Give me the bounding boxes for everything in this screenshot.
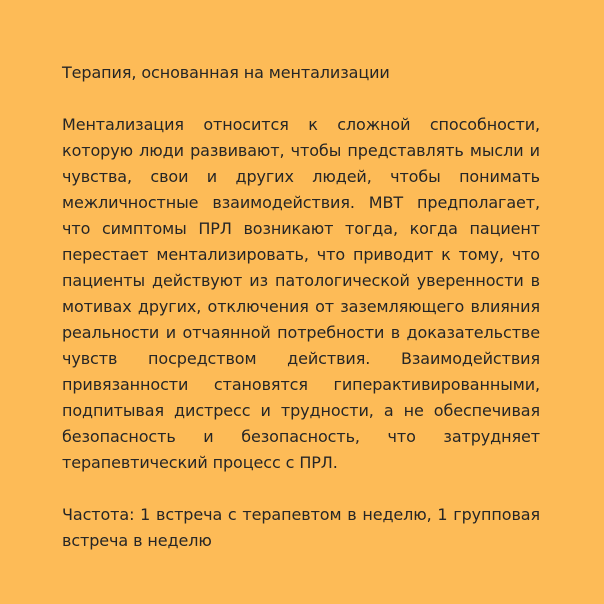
- frequency-paragraph: Частота: 1 встреча с терапевтом в неделю, 1 групповая встреча в неделю: [62, 505, 540, 550]
- slide-title: Терапия, основанная на ментализации: [62, 63, 390, 82]
- body-paragraph: Ментализация относится к сложной способности, которую люди развивают, чтобы представлять мысли и чувства, свои и других людей, чтобы понимать межличностные взаимодействия. МВТ предполагает, что симптомы ПРЛ возникают тогда, когда пациент перестает ментализировать, что приводит к тому, что пациенты действуют из патологической уверенности в мотивах других, отключения от заземляющего влияния реальности и отчаянной потребности в доказательстве чувств посредством действия. Взаимодействия привязанности становятся гиперактивированными, подпитывая дистресс и трудности, а не обеспечивая безопасность и безопасность, что затрудняет терапевтический процесс с ПРЛ.: [62, 115, 540, 472]
- text-block: [62, 60, 540, 554]
